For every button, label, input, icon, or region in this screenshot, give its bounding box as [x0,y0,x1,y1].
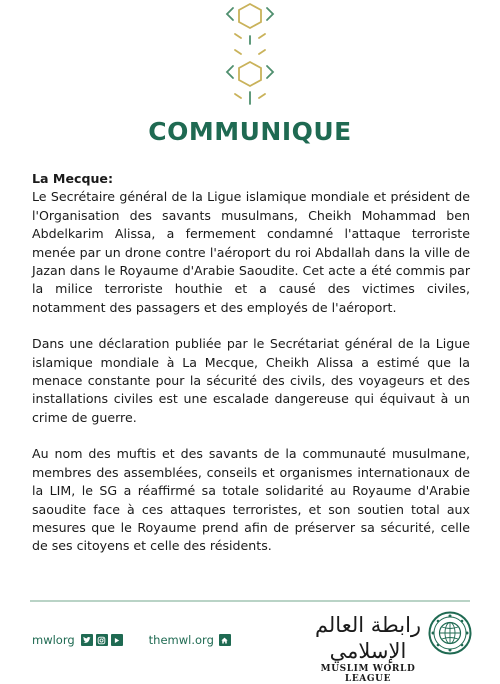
communique-body [32,170,470,574]
website-link[interactable]: themwl.org [148,633,214,647]
youtube-icon[interactable] [111,634,123,646]
location-label: La Mecque: [32,171,114,186]
org-name-arabic: رابطة العالم الإسلامي [314,613,422,663]
footer-links [32,628,231,652]
home-icon[interactable] [219,634,231,646]
twitter-icon[interactable] [81,634,93,646]
paragraph-3: Au nom des muftis et des savants de la communauté musulmane, membres des assemblées, conseils et organismes internationaux de la LIM, le SG a réaffirmé sa totale solidarité au Royaume d'Arabie saoudite face à ces attaques terroristes, et son soutien total aux mesures que le Royaume prend afin de préserver sa sécurité, celle de ses citoyens et celle des résidents. [32,446,470,554]
mwl-seal-logo [428,611,472,655]
paragraph-1-text: Le Secrétaire général de la Ligue islamique mondiale et président de l'Organisation des savants musulmans, Cheikh Mohammad ben Abdelkarim Alissa, a fermement condamné l'attaque terroriste menée par un drone contre l'aéroport du roi Abdallah dans la ville de Jazan dans le Royaume d'Arabie Saoudite. Cet acte a été commis par la milice terroriste houthie et a causé des victimes civiles, notamment des passagers et des employés de l'aéroport. [32,189,470,315]
footer-divider [30,600,470,602]
org-name-english: MUSLIM WORLD LEAGUE [320,664,416,684]
header-ornament [215,0,285,108]
page-title: COMMUNIQUE [148,117,352,146]
paragraph-1 [32,170,470,317]
social-handle[interactable]: mwlorg [32,633,75,647]
paragraph-2: Dans une déclaration publiée par le Secrétariat général de la Ligue islamique mondiale à La Mecque, Cheikh Alissa a estimé que la menace constante pour la sécurité des civils, des voyageurs et des installations civiles est une escalade dangereuse qui équivaut à un crime de guerre. [32,336,470,425]
org-logo-text [298,612,438,684]
instagram-icon[interactable] [96,634,108,646]
